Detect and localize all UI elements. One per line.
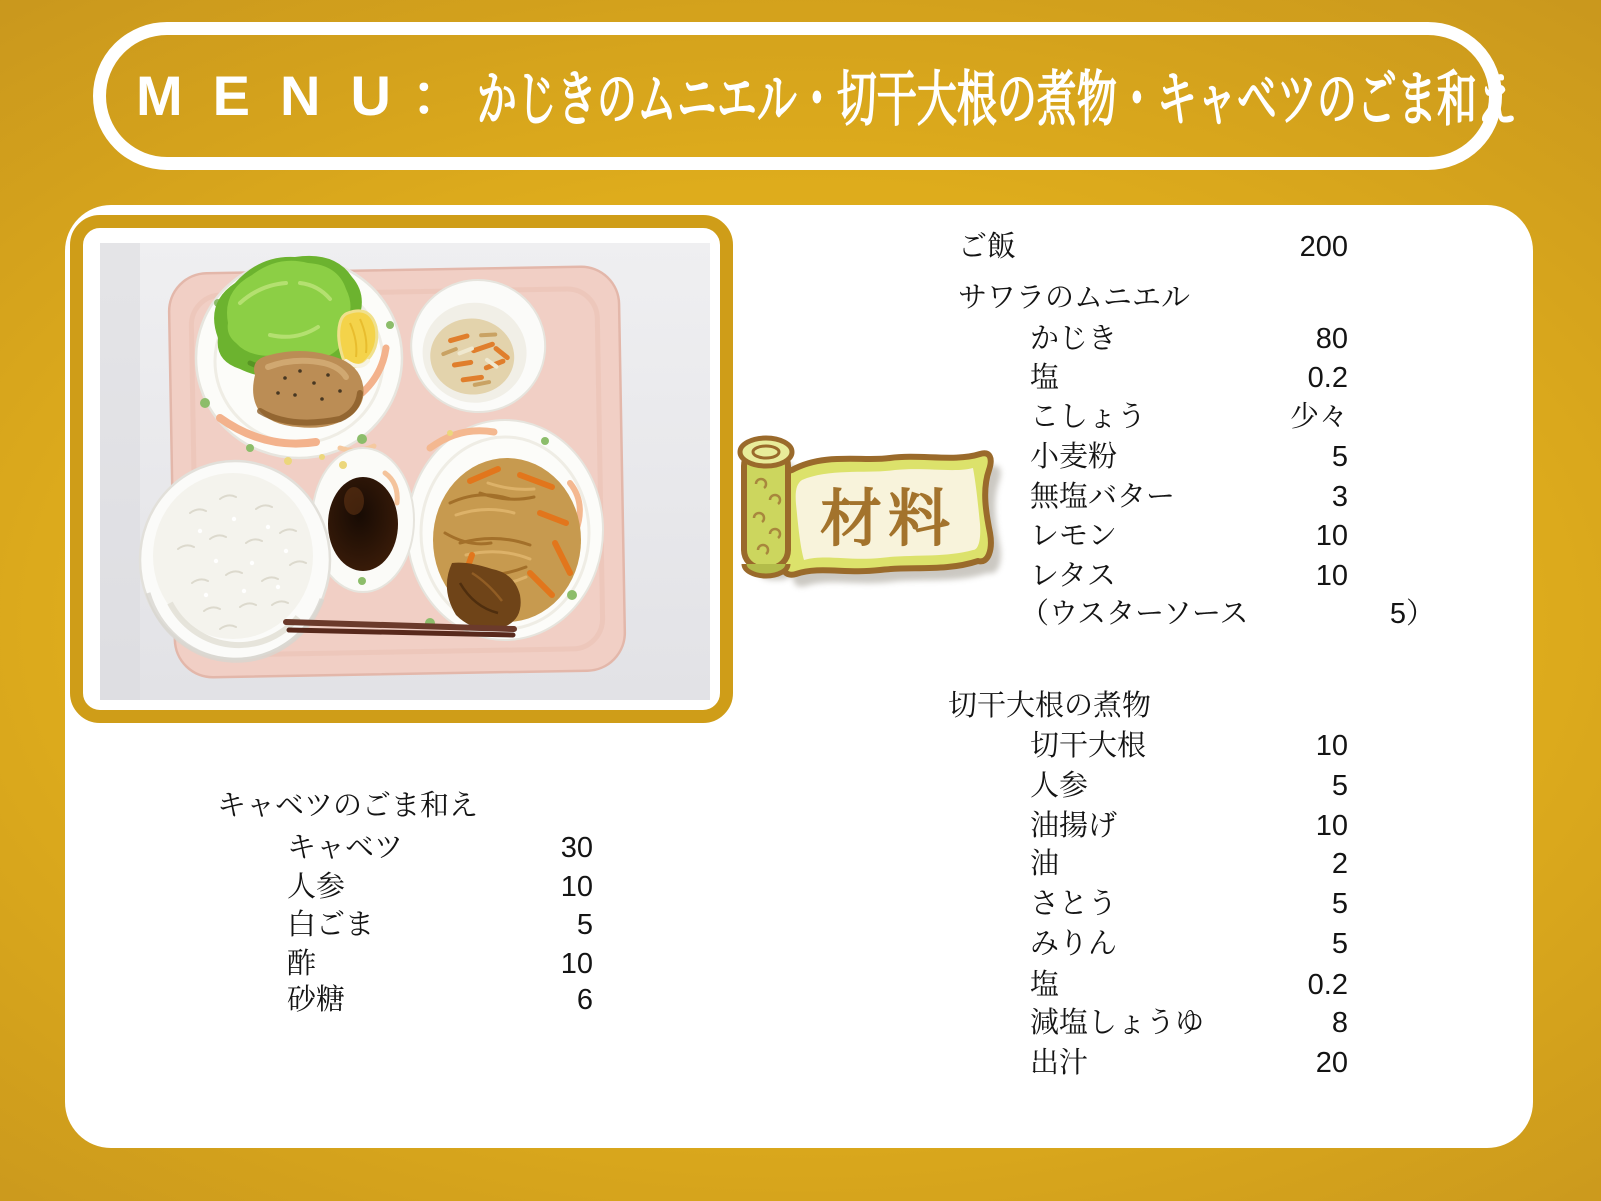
ingredient-label: 小麦粉 (1030, 441, 1118, 473)
ingredient-label: 油揚げ (1030, 810, 1118, 842)
ingredient-row (1030, 727, 1348, 766)
ingredient-row (1030, 807, 1348, 846)
ingredient-row (287, 906, 593, 945)
ingredient-value: 3 (1331, 481, 1348, 513)
meal-photo (100, 243, 710, 700)
ingredient-value: 少々 (1289, 401, 1348, 433)
menu-title: かじきのムニエル・切干大根の煮物・キャベツのごま和え (476, 66, 1517, 133)
ingredient-label: 出汁 (1030, 1047, 1089, 1079)
ingredient-row (287, 868, 593, 907)
ingredient-row (1020, 595, 1435, 634)
ingredient-label: みりん (1030, 928, 1118, 960)
ingredient-label: 人参 (287, 871, 346, 903)
ingredient-label: レモン (1030, 520, 1118, 552)
ingredient-row (1030, 359, 1348, 398)
ingredient-row (1030, 517, 1348, 556)
ingredient-label: 油 (1030, 848, 1060, 880)
ingredient-label: 切干大根 (1030, 730, 1147, 762)
ingredient-value: 20 (1315, 1047, 1348, 1079)
ingredient-value: 5 (1331, 888, 1348, 920)
ingredient-value: 2 (1331, 848, 1348, 880)
menu-colon: ： (410, 64, 467, 127)
ingredient-label: 白ごま (287, 909, 375, 941)
ingredient-row (287, 981, 593, 1020)
ingredient-label: かじき (1030, 323, 1118, 355)
ingredient-row (1030, 398, 1348, 437)
menu-word: MENU (136, 64, 421, 127)
ingredient-value: 5 (1331, 770, 1348, 802)
ingredient-label: 人参 (1030, 770, 1089, 802)
ingredient-value: 10 (560, 948, 593, 980)
ingredient-label: キャベツ (287, 832, 404, 864)
section-header-nimono: 切干大根の煮物 (948, 690, 1152, 722)
ingredient-value: 5 (1331, 441, 1348, 473)
ingredient-label: （ウスターソース (1020, 598, 1249, 630)
ingredient-value: 5 (576, 909, 593, 941)
ingredient-row (1030, 478, 1348, 517)
ingredients-badge (730, 428, 1010, 598)
ingredient-value: 10 (1315, 560, 1348, 592)
ingredient-label: ご飯 (958, 231, 1017, 263)
ingredient-value: 80 (1315, 323, 1348, 355)
ingredient-label: 塩 (1030, 362, 1060, 394)
badge-scroll-roll (740, 438, 792, 576)
ingredient-label: さとう (1030, 888, 1118, 920)
section-header-muniere: サワラのムニエル (958, 282, 1191, 314)
ingredient-row (287, 945, 593, 984)
ingredient-row (1030, 320, 1348, 359)
ingredient-row (1030, 845, 1348, 884)
menu-banner (93, 22, 1517, 170)
fish-muniere (253, 351, 364, 428)
ingredient-value: 5 (1331, 928, 1348, 960)
ingredient-value: 10 (1315, 810, 1348, 842)
ingredient-label: 無塩バター (1030, 481, 1176, 513)
simmered-daikon-bowl (407, 420, 603, 640)
ingredient-label: 塩 (1030, 969, 1060, 1001)
ingredient-row-rice (958, 228, 1348, 267)
ingredient-label: レタス (1030, 560, 1116, 592)
ingredient-row (1030, 438, 1348, 477)
section-header-gomaae: キャベツのごま和え (217, 790, 479, 822)
photo-left-shade (100, 243, 140, 700)
badge-label: 材料 (819, 485, 957, 554)
ingredient-value: 200 (1299, 231, 1348, 263)
ingredient-row (1030, 767, 1348, 806)
ingredient-value: 0.2 (1307, 362, 1348, 394)
ingredient-value: 6 (576, 984, 593, 1016)
ingredient-row (1030, 1044, 1348, 1083)
ingredient-row (1030, 557, 1348, 596)
ingredient-value: 10 (560, 871, 593, 903)
ingredient-row (1030, 966, 1348, 1005)
ingredient-label: 酢 (287, 948, 317, 980)
ingredient-value: 10 (1315, 730, 1348, 762)
ingredient-value: 10 (1315, 520, 1348, 552)
ingredient-row (1030, 885, 1348, 924)
ingredient-row (1030, 925, 1348, 964)
ingredient-row (1030, 1004, 1348, 1043)
ingredient-value: 0.2 (1307, 969, 1348, 1001)
ingredient-row (287, 829, 593, 868)
ingredient-label: 砂糖 (287, 984, 346, 1016)
ingredient-value: 30 (560, 832, 593, 864)
ingredient-value: 5） (1389, 598, 1435, 630)
ingredient-label: 減塩しょうゆ (1030, 1007, 1205, 1039)
ingredient-value: 8 (1331, 1007, 1348, 1039)
ingredient-label: こしょう (1030, 401, 1147, 433)
